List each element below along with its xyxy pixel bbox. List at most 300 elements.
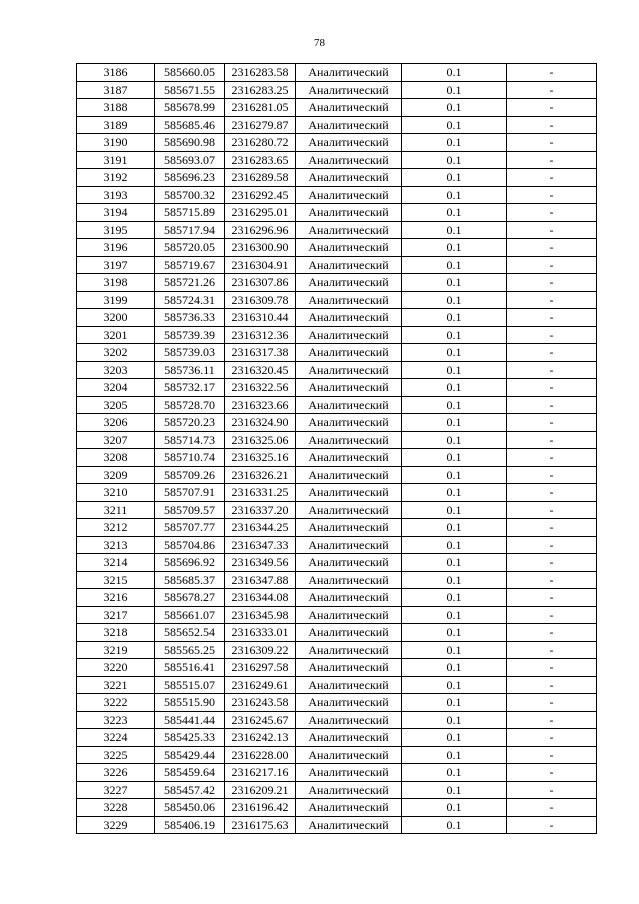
coordinate-y-cell: 2316295.01 (225, 204, 296, 222)
point-number-cell: 3190 (77, 134, 155, 152)
point-number-cell: 3229 (77, 816, 155, 834)
coordinates-table (76, 63, 597, 834)
coordinate-x-cell: 585671.55 (155, 81, 225, 99)
table-row (77, 221, 597, 239)
table-row (77, 274, 597, 292)
coordinate-y-cell: 2316310.44 (225, 309, 296, 327)
coordinate-y-cell: 2316325.16 (225, 449, 296, 467)
note-cell: - (507, 571, 597, 589)
method-cell: Аналитический (296, 291, 402, 309)
accuracy-cell: 0.1 (402, 361, 507, 379)
coordinate-x-cell: 585693.07 (155, 151, 225, 169)
accuracy-cell: 0.1 (402, 99, 507, 117)
accuracy-cell: 0.1 (402, 274, 507, 292)
method-cell: Аналитический (296, 449, 402, 467)
note-cell: - (507, 309, 597, 327)
method-cell: Аналитический (296, 746, 402, 764)
accuracy-cell: 0.1 (402, 204, 507, 222)
method-cell: Аналитический (296, 431, 402, 449)
table-row (77, 799, 597, 817)
note-cell: - (507, 764, 597, 782)
table-row (77, 606, 597, 624)
note-cell: - (507, 676, 597, 694)
note-cell: - (507, 361, 597, 379)
coordinate-x-cell: 585425.33 (155, 729, 225, 747)
coordinate-x-cell: 585516.41 (155, 659, 225, 677)
method-cell: Аналитический (296, 624, 402, 642)
accuracy-cell: 0.1 (402, 746, 507, 764)
coordinate-x-cell: 585724.31 (155, 291, 225, 309)
coordinate-y-cell: 2316344.25 (225, 519, 296, 537)
note-cell: - (507, 256, 597, 274)
coordinate-x-cell: 585717.94 (155, 221, 225, 239)
point-number-cell: 3200 (77, 309, 155, 327)
coordinate-y-cell: 2316345.98 (225, 606, 296, 624)
coordinate-x-cell: 585736.33 (155, 309, 225, 327)
coordinate-x-cell: 585515.90 (155, 694, 225, 712)
note-cell: - (507, 501, 597, 519)
note-cell: - (507, 239, 597, 257)
point-number-cell: 3212 (77, 519, 155, 537)
point-number-cell: 3221 (77, 676, 155, 694)
accuracy-cell: 0.1 (402, 694, 507, 712)
accuracy-cell: 0.1 (402, 186, 507, 204)
note-cell: - (507, 134, 597, 152)
note-cell: - (507, 536, 597, 554)
accuracy-cell: 0.1 (402, 641, 507, 659)
accuracy-cell: 0.1 (402, 151, 507, 169)
note-cell: - (507, 186, 597, 204)
method-cell: Аналитический (296, 99, 402, 117)
table-row (77, 449, 597, 467)
table-row (77, 519, 597, 537)
accuracy-cell: 0.1 (402, 291, 507, 309)
accuracy-cell: 0.1 (402, 449, 507, 467)
coordinate-x-cell: 585429.44 (155, 746, 225, 764)
point-number-cell: 3204 (77, 379, 155, 397)
point-number-cell: 3228 (77, 799, 155, 817)
point-number-cell: 3201 (77, 326, 155, 344)
note-cell: - (507, 729, 597, 747)
table-row (77, 624, 597, 642)
point-number-cell: 3196 (77, 239, 155, 257)
table-row (77, 291, 597, 309)
point-number-cell: 3225 (77, 746, 155, 764)
method-cell: Аналитический (296, 536, 402, 554)
point-number-cell: 3219 (77, 641, 155, 659)
table-row (77, 309, 597, 327)
note-cell: - (507, 589, 597, 607)
note-cell: - (507, 326, 597, 344)
table-row (77, 379, 597, 397)
coordinate-x-cell: 585728.70 (155, 396, 225, 414)
point-number-cell: 3223 (77, 711, 155, 729)
method-cell: Аналитический (296, 116, 402, 134)
coordinate-y-cell: 2316312.36 (225, 326, 296, 344)
note-cell: - (507, 291, 597, 309)
coordinate-y-cell: 2316283.58 (225, 64, 296, 82)
table-row (77, 764, 597, 782)
accuracy-cell: 0.1 (402, 711, 507, 729)
coordinate-y-cell: 2316317.38 (225, 344, 296, 362)
accuracy-cell: 0.1 (402, 221, 507, 239)
coordinate-y-cell: 2316296.96 (225, 221, 296, 239)
note-cell: - (507, 816, 597, 834)
method-cell: Аналитический (296, 221, 402, 239)
table-row (77, 326, 597, 344)
method-cell: Аналитический (296, 484, 402, 502)
table-row (77, 571, 597, 589)
accuracy-cell: 0.1 (402, 501, 507, 519)
accuracy-cell: 0.1 (402, 431, 507, 449)
method-cell: Аналитический (296, 396, 402, 414)
accuracy-cell: 0.1 (402, 239, 507, 257)
method-cell: Аналитический (296, 326, 402, 344)
table-row (77, 239, 597, 257)
accuracy-cell: 0.1 (402, 554, 507, 572)
coordinate-x-cell: 585721.26 (155, 274, 225, 292)
table-row (77, 676, 597, 694)
table-row (77, 641, 597, 659)
method-cell: Аналитический (296, 414, 402, 432)
point-number-cell: 3203 (77, 361, 155, 379)
method-cell: Аналитический (296, 186, 402, 204)
accuracy-cell: 0.1 (402, 134, 507, 152)
coordinate-x-cell: 585661.07 (155, 606, 225, 624)
point-number-cell: 3222 (77, 694, 155, 712)
table-row (77, 81, 597, 99)
method-cell: Аналитический (296, 799, 402, 817)
point-number-cell: 3210 (77, 484, 155, 502)
coordinate-x-cell: 585739.39 (155, 326, 225, 344)
table-row (77, 694, 597, 712)
method-cell: Аналитический (296, 554, 402, 572)
table-row (77, 64, 597, 82)
coordinate-y-cell: 2316349.56 (225, 554, 296, 572)
note-cell: - (507, 221, 597, 239)
method-cell: Аналитический (296, 204, 402, 222)
method-cell: Аналитический (296, 764, 402, 782)
method-cell: Аналитический (296, 606, 402, 624)
coordinate-y-cell: 2316292.45 (225, 186, 296, 204)
note-cell: - (507, 484, 597, 502)
point-number-cell: 3216 (77, 589, 155, 607)
coordinate-x-cell: 585707.77 (155, 519, 225, 537)
point-number-cell: 3227 (77, 781, 155, 799)
table-row (77, 151, 597, 169)
coordinate-y-cell: 2316347.88 (225, 571, 296, 589)
coordinate-x-cell: 585707.91 (155, 484, 225, 502)
accuracy-cell: 0.1 (402, 816, 507, 834)
table-row (77, 501, 597, 519)
coordinate-x-cell: 585710.74 (155, 449, 225, 467)
point-number-cell: 3199 (77, 291, 155, 309)
table-row (77, 554, 597, 572)
coordinate-y-cell: 2316309.78 (225, 291, 296, 309)
point-number-cell: 3217 (77, 606, 155, 624)
coordinate-y-cell: 2316281.05 (225, 99, 296, 117)
coordinate-y-cell: 2316209.21 (225, 781, 296, 799)
coordinate-x-cell: 585678.99 (155, 99, 225, 117)
note-cell: - (507, 99, 597, 117)
point-number-cell: 3189 (77, 116, 155, 134)
table-row (77, 134, 597, 152)
point-number-cell: 3191 (77, 151, 155, 169)
coordinate-x-cell: 585704.86 (155, 536, 225, 554)
note-cell: - (507, 81, 597, 99)
method-cell: Аналитический (296, 274, 402, 292)
note-cell: - (507, 344, 597, 362)
table-row (77, 186, 597, 204)
point-number-cell: 3214 (77, 554, 155, 572)
method-cell: Аналитический (296, 571, 402, 589)
coordinate-x-cell: 585660.05 (155, 64, 225, 82)
accuracy-cell: 0.1 (402, 571, 507, 589)
note-cell: - (507, 554, 597, 572)
method-cell: Аналитический (296, 676, 402, 694)
method-cell: Аналитический (296, 379, 402, 397)
coordinate-x-cell: 585720.05 (155, 239, 225, 257)
note-cell: - (507, 466, 597, 484)
method-cell: Аналитический (296, 151, 402, 169)
method-cell: Аналитический (296, 81, 402, 99)
coordinate-x-cell: 585739.03 (155, 344, 225, 362)
coordinate-y-cell: 2316297.58 (225, 659, 296, 677)
method-cell: Аналитический (296, 64, 402, 82)
table-row (77, 414, 597, 432)
note-cell: - (507, 379, 597, 397)
table-row (77, 466, 597, 484)
coordinate-y-cell: 2316289.58 (225, 169, 296, 187)
coordinate-y-cell: 2316249.61 (225, 676, 296, 694)
coordinate-y-cell: 2316326.21 (225, 466, 296, 484)
coordinate-x-cell: 585450.06 (155, 799, 225, 817)
note-cell: - (507, 169, 597, 187)
point-number-cell: 3207 (77, 431, 155, 449)
accuracy-cell: 0.1 (402, 64, 507, 82)
coordinate-x-cell: 585714.73 (155, 431, 225, 449)
coordinate-x-cell: 585719.67 (155, 256, 225, 274)
coordinate-x-cell: 585709.57 (155, 501, 225, 519)
note-cell: - (507, 64, 597, 82)
accuracy-cell: 0.1 (402, 326, 507, 344)
method-cell: Аналитический (296, 466, 402, 484)
point-number-cell: 3194 (77, 204, 155, 222)
note-cell: - (507, 781, 597, 799)
point-number-cell: 3213 (77, 536, 155, 554)
point-number-cell: 3187 (77, 81, 155, 99)
note-cell: - (507, 606, 597, 624)
accuracy-cell: 0.1 (402, 799, 507, 817)
note-cell: - (507, 449, 597, 467)
coordinate-x-cell: 585732.17 (155, 379, 225, 397)
method-cell: Аналитический (296, 519, 402, 537)
table-row (77, 431, 597, 449)
accuracy-cell: 0.1 (402, 676, 507, 694)
accuracy-cell: 0.1 (402, 169, 507, 187)
note-cell: - (507, 746, 597, 764)
coordinate-y-cell: 2316307.86 (225, 274, 296, 292)
coordinate-y-cell: 2316304.91 (225, 256, 296, 274)
note-cell: - (507, 396, 597, 414)
point-number-cell: 3226 (77, 764, 155, 782)
table-row (77, 746, 597, 764)
accuracy-cell: 0.1 (402, 729, 507, 747)
accuracy-cell: 0.1 (402, 81, 507, 99)
note-cell: - (507, 274, 597, 292)
point-number-cell: 3193 (77, 186, 155, 204)
point-number-cell: 3211 (77, 501, 155, 519)
method-cell: Аналитический (296, 694, 402, 712)
accuracy-cell: 0.1 (402, 781, 507, 799)
table-row (77, 781, 597, 799)
point-number-cell: 3218 (77, 624, 155, 642)
coordinate-y-cell: 2316323.66 (225, 396, 296, 414)
note-cell: - (507, 694, 597, 712)
coordinate-y-cell: 2316300.90 (225, 239, 296, 257)
table-row (77, 589, 597, 607)
accuracy-cell: 0.1 (402, 396, 507, 414)
accuracy-cell: 0.1 (402, 414, 507, 432)
coordinate-x-cell: 585690.98 (155, 134, 225, 152)
note-cell: - (507, 414, 597, 432)
accuracy-cell: 0.1 (402, 484, 507, 502)
method-cell: Аналитический (296, 659, 402, 677)
method-cell: Аналитический (296, 501, 402, 519)
coordinate-y-cell: 2316283.25 (225, 81, 296, 99)
table-row (77, 729, 597, 747)
method-cell: Аналитический (296, 134, 402, 152)
page-number: 78 (314, 37, 325, 49)
accuracy-cell: 0.1 (402, 536, 507, 554)
table-row (77, 816, 597, 834)
method-cell: Аналитический (296, 781, 402, 799)
accuracy-cell: 0.1 (402, 606, 507, 624)
note-cell: - (507, 519, 597, 537)
coordinate-y-cell: 2316322.56 (225, 379, 296, 397)
note-cell: - (507, 659, 597, 677)
coordinate-y-cell: 2316196.42 (225, 799, 296, 817)
point-number-cell: 3192 (77, 169, 155, 187)
coordinate-x-cell: 585565.25 (155, 641, 225, 659)
coordinate-x-cell: 585685.37 (155, 571, 225, 589)
point-number-cell: 3206 (77, 414, 155, 432)
method-cell: Аналитический (296, 816, 402, 834)
method-cell: Аналитический (296, 729, 402, 747)
method-cell: Аналитический (296, 361, 402, 379)
point-number-cell: 3198 (77, 274, 155, 292)
table-row (77, 484, 597, 502)
method-cell: Аналитический (296, 589, 402, 607)
coordinate-y-cell: 2316347.33 (225, 536, 296, 554)
accuracy-cell: 0.1 (402, 116, 507, 134)
note-cell: - (507, 204, 597, 222)
coordinate-x-cell: 585652.54 (155, 624, 225, 642)
coordinate-x-cell: 585696.23 (155, 169, 225, 187)
coordinate-y-cell: 2316331.25 (225, 484, 296, 502)
coordinate-y-cell: 2316243.58 (225, 694, 296, 712)
method-cell: Аналитический (296, 309, 402, 327)
coordinate-x-cell: 585678.27 (155, 589, 225, 607)
coordinate-x-cell: 585459.64 (155, 764, 225, 782)
coordinate-x-cell: 585696.92 (155, 554, 225, 572)
point-number-cell: 3188 (77, 99, 155, 117)
coordinate-y-cell: 2316320.45 (225, 361, 296, 379)
point-number-cell: 3205 (77, 396, 155, 414)
coordinate-y-cell: 2316309.22 (225, 641, 296, 659)
coordinate-x-cell: 585715.89 (155, 204, 225, 222)
point-number-cell: 3186 (77, 64, 155, 82)
table-row (77, 396, 597, 414)
table-row (77, 711, 597, 729)
coordinate-y-cell: 2316217.16 (225, 764, 296, 782)
coordinate-x-cell: 585515.07 (155, 676, 225, 694)
note-cell: - (507, 624, 597, 642)
method-cell: Аналитический (296, 169, 402, 187)
point-number-cell: 3208 (77, 449, 155, 467)
note-cell: - (507, 116, 597, 134)
point-number-cell: 3209 (77, 466, 155, 484)
note-cell: - (507, 711, 597, 729)
table-row (77, 256, 597, 274)
note-cell: - (507, 799, 597, 817)
coordinate-x-cell: 585685.46 (155, 116, 225, 134)
table-row (77, 169, 597, 187)
point-number-cell: 3202 (77, 344, 155, 362)
coordinate-x-cell: 585406.19 (155, 816, 225, 834)
point-number-cell: 3195 (77, 221, 155, 239)
table-row (77, 344, 597, 362)
coordinate-y-cell: 2316325.06 (225, 431, 296, 449)
table-row (77, 361, 597, 379)
note-cell: - (507, 431, 597, 449)
accuracy-cell: 0.1 (402, 624, 507, 642)
note-cell: - (507, 151, 597, 169)
point-number-cell: 3215 (77, 571, 155, 589)
table-row (77, 659, 597, 677)
method-cell: Аналитический (296, 344, 402, 362)
coordinate-y-cell: 2316344.08 (225, 589, 296, 607)
accuracy-cell: 0.1 (402, 589, 507, 607)
coordinate-x-cell: 585736.11 (155, 361, 225, 379)
coordinate-y-cell: 2316337.20 (225, 501, 296, 519)
accuracy-cell: 0.1 (402, 659, 507, 677)
accuracy-cell: 0.1 (402, 466, 507, 484)
coordinate-x-cell: 585441.44 (155, 711, 225, 729)
coordinate-y-cell: 2316283.65 (225, 151, 296, 169)
accuracy-cell: 0.1 (402, 764, 507, 782)
accuracy-cell: 0.1 (402, 256, 507, 274)
coordinate-y-cell: 2316280.72 (225, 134, 296, 152)
coordinate-x-cell: 585457.42 (155, 781, 225, 799)
coordinate-x-cell: 585720.23 (155, 414, 225, 432)
coordinate-y-cell: 2316279.87 (225, 116, 296, 134)
coordinate-y-cell: 2316175.63 (225, 816, 296, 834)
accuracy-cell: 0.1 (402, 519, 507, 537)
accuracy-cell: 0.1 (402, 309, 507, 327)
coordinate-y-cell: 2316333.01 (225, 624, 296, 642)
coordinate-x-cell: 585709.26 (155, 466, 225, 484)
method-cell: Аналитический (296, 256, 402, 274)
point-number-cell: 3220 (77, 659, 155, 677)
coordinate-y-cell: 2316228.00 (225, 746, 296, 764)
table-row (77, 536, 597, 554)
accuracy-cell: 0.1 (402, 344, 507, 362)
method-cell: Аналитический (296, 239, 402, 257)
point-number-cell: 3224 (77, 729, 155, 747)
method-cell: Аналитический (296, 641, 402, 659)
point-number-cell: 3197 (77, 256, 155, 274)
